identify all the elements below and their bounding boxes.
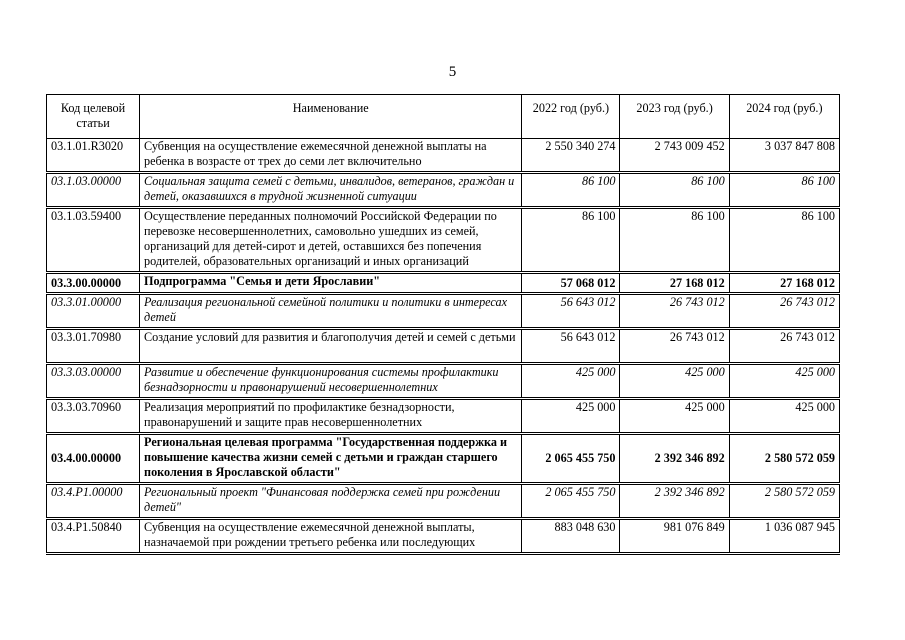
row-code: 03.3.00.00000	[47, 273, 140, 294]
row-value-2024: 86 100	[729, 208, 839, 273]
row-name: Подпрограмма "Семья и дети Ярославии"	[140, 273, 522, 294]
row-value-2023: 26 743 012	[620, 294, 729, 329]
row-value-2023: 86 100	[620, 208, 729, 273]
row-value-2024: 2 580 572 059	[729, 434, 839, 484]
table-row	[47, 434, 840, 484]
row-name: Реализация региональной семейной политики и политики в интересах детей	[140, 294, 522, 329]
table-row	[47, 173, 840, 208]
table-row	[47, 364, 840, 399]
row-value-2023: 86 100	[620, 173, 729, 208]
row-code: 03.3.01.00000	[47, 294, 140, 329]
table-row	[47, 139, 840, 173]
row-value-2023: 26 743 012	[620, 329, 729, 364]
page-number: 5	[448, 64, 457, 80]
row-value-2023: 2 392 346 892	[620, 484, 729, 519]
row-value-2024: 86 100	[729, 173, 839, 208]
row-value-2022: 425 000	[522, 399, 620, 434]
row-value-2022: 56 643 012	[522, 329, 620, 364]
row-value-2023: 2 743 009 452	[620, 139, 729, 173]
row-name: Осуществление переданных полномочий Российской Федерации по перевозке несовершеннолетних, самовольно ушедших из семей, организаций для детей-сирот и детей, оставшихся без попечения родителей, образовательных организаций и иных организаций	[140, 208, 522, 273]
header-year-2024: 2024 год (руб.)	[729, 95, 839, 139]
row-value-2023: 2 392 346 892	[620, 434, 729, 484]
row-code: 03.4.P1.00000	[47, 484, 140, 519]
row-value-2022: 56 643 012	[522, 294, 620, 329]
row-value-2024: 26 743 012	[729, 329, 839, 364]
row-code: 03.4.P1.50840	[47, 519, 140, 554]
table-row	[47, 519, 840, 554]
row-value-2022: 883 048 630	[522, 519, 620, 554]
row-name: Создание условий для развития и благополучия детей и семей с детьми	[140, 329, 522, 364]
row-name: Субвенция на осуществление ежемесячной денежной выплаты на ребенка в возрасте от трех до семи лет включительно	[140, 139, 522, 173]
row-code: 03.3.01.70980	[47, 329, 140, 364]
table-row	[47, 294, 840, 329]
table-row	[47, 273, 840, 294]
row-name: Реализация мероприятий по профилактике безнадзорности, правонарушений и защите прав несовершеннолетних	[140, 399, 522, 434]
row-value-2022: 2 065 455 750	[522, 484, 620, 519]
row-value-2022: 86 100	[522, 173, 620, 208]
row-code: 03.1.01.R3020	[47, 139, 140, 173]
row-name: Развитие и обеспечение функционирования системы профилактики безнадзорности и правонарушений несовершеннолетних	[140, 364, 522, 399]
row-value-2022: 425 000	[522, 364, 620, 399]
row-name: Региональный проект "Финансовая поддержка семей при рождении детей"	[140, 484, 522, 519]
row-value-2022: 2 065 455 750	[522, 434, 620, 484]
row-value-2024: 26 743 012	[729, 294, 839, 329]
row-value-2024: 2 580 572 059	[729, 484, 839, 519]
row-code: 03.3.03.70960	[47, 399, 140, 434]
table-row	[47, 329, 840, 364]
row-name: Субвенция на осуществление ежемесячной денежной выплаты, назначаемой при рождении третьего ребенка или последующих	[140, 519, 522, 554]
table-row	[47, 484, 840, 519]
row-value-2023: 27 168 012	[620, 273, 729, 294]
table-row	[47, 208, 840, 273]
row-code: 03.1.03.00000	[47, 173, 140, 208]
header-year-2023: 2023 год (руб.)	[620, 95, 729, 139]
row-value-2022: 2 550 340 274	[522, 139, 620, 173]
row-code: 03.3.03.00000	[47, 364, 140, 399]
row-value-2024: 425 000	[729, 364, 839, 399]
row-value-2024: 27 168 012	[729, 273, 839, 294]
row-value-2023: 981 076 849	[620, 519, 729, 554]
table-row	[47, 399, 840, 434]
row-value-2022: 86 100	[522, 208, 620, 273]
row-name: Региональная целевая программа "Государственная поддержка и повышение качества жизни семей с детьми и граждан старшего поколения в Ярославской области"	[140, 434, 522, 484]
row-code: 03.1.03.59400	[47, 208, 140, 273]
header-code: Код целевой статьи	[47, 95, 140, 139]
header-year-2022: 2022 год (руб.)	[522, 95, 620, 139]
row-value-2024: 3 037 847 808	[729, 139, 839, 173]
row-value-2024: 1 036 087 945	[729, 519, 839, 554]
row-value-2023: 425 000	[620, 364, 729, 399]
row-value-2024: 425 000	[729, 399, 839, 434]
table-header-row	[47, 95, 840, 139]
row-code: 03.4.00.00000	[47, 434, 140, 484]
row-name: Социальная защита семей с детьми, инвалидов, ветеранов, граждан и детей, оказавшихся в трудной жизненной ситуации	[140, 173, 522, 208]
row-value-2023: 425 000	[620, 399, 729, 434]
row-value-2022: 57 068 012	[522, 273, 620, 294]
budget-table	[46, 94, 840, 555]
header-name: Наименование	[140, 95, 522, 139]
